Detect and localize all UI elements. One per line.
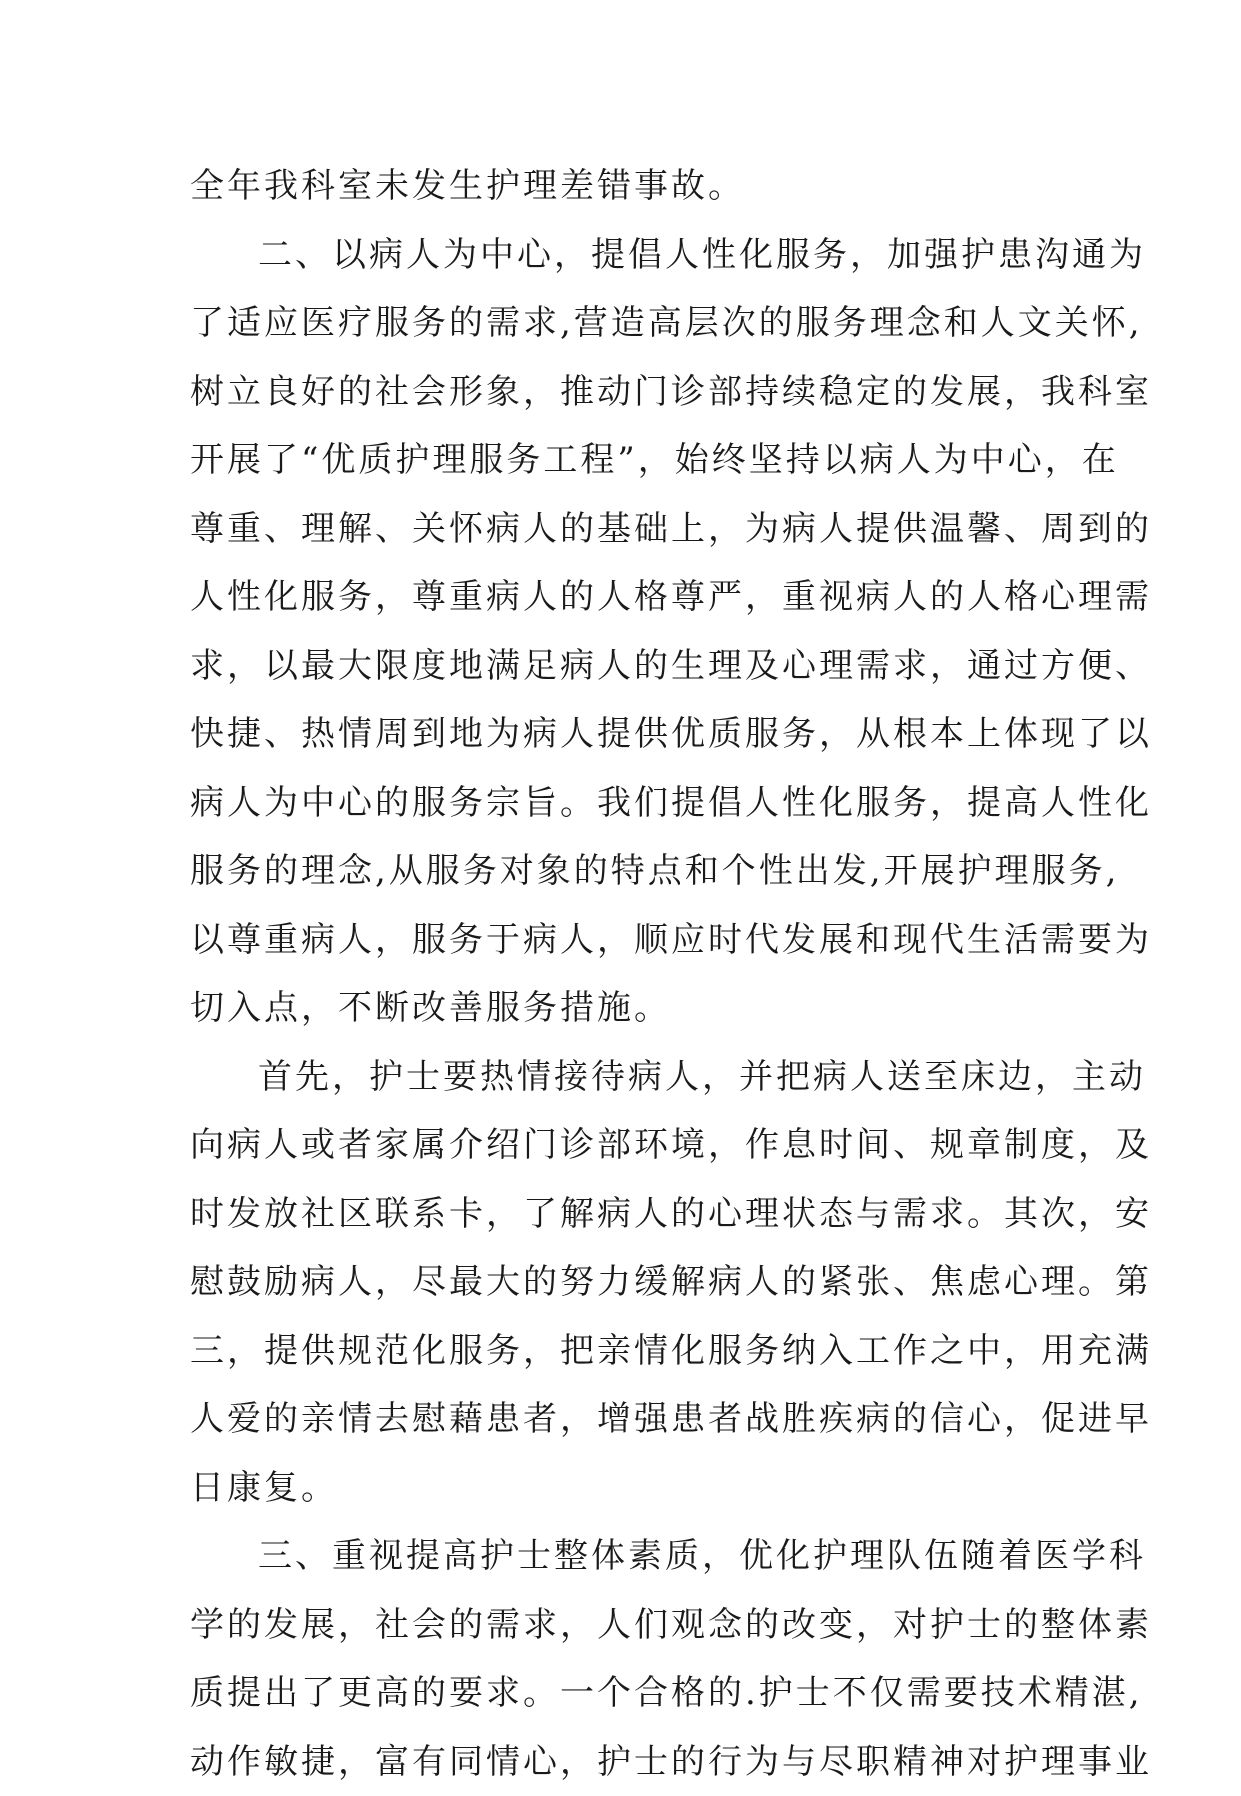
text-line: 时发放社区联系卡，了解病人的心理状态与需求。其次，安 bbox=[190, 1180, 1090, 1249]
body-text bbox=[190, 152, 1090, 1796]
text-line: 二、以病人为中心，提倡人性化服务，加强护患沟通为 bbox=[190, 221, 1090, 290]
text-line: 日康复。 bbox=[190, 1454, 1090, 1523]
text-line: 三、重视提高护士整体素质，优化护理队伍随着医学科 bbox=[190, 1522, 1090, 1591]
text-line: 服务的理念,从服务对象的特点和个性出发,开展护理服务, bbox=[190, 837, 1090, 906]
text-line: 切入点，不断改善服务措施。 bbox=[190, 974, 1090, 1043]
text-line: 树立良好的社会形象，推动门诊部持续稳定的发展，我科室 bbox=[190, 358, 1090, 427]
text-line: 求，以最大限度地满足病人的生理及心理需求，通过方便、 bbox=[190, 632, 1090, 701]
text-line: 向病人或者家属介绍门诊部环境，作息时间、规章制度，及 bbox=[190, 1111, 1090, 1180]
text-line: 以尊重病人，服务于病人，顺应时代发展和现代生活需要为 bbox=[190, 906, 1090, 975]
text-line: 学的发展，社会的需求，人们观念的改变，对护士的整体素 bbox=[190, 1591, 1090, 1660]
text-line: 开展了“优质护理服务工程”，始终坚持以病人为中心，在 bbox=[190, 426, 1090, 495]
text-line: 质提出了更高的要求。一个合格的.护士不仅需要技术精湛, bbox=[190, 1659, 1090, 1728]
text-line: 人爱的亲情去慰藉患者，增强患者战胜疾病的信心，促进早 bbox=[190, 1385, 1090, 1454]
text-line: 尊重、理解、关怀病人的基础上，为病人提供温馨、周到的 bbox=[190, 495, 1090, 564]
text-line: 病人为中心的服务宗旨。我们提倡人性化服务，提高人性化 bbox=[190, 769, 1090, 838]
text-line: 慰鼓励病人，尽最大的努力缓解病人的紧张、焦虑心理。第 bbox=[190, 1248, 1090, 1317]
text-line: 了适应医疗服务的需求,营造高层次的服务理念和人文关怀, bbox=[190, 289, 1090, 358]
text-line: 快捷、热情周到地为病人提供优质服务，从根本上体现了以 bbox=[190, 700, 1090, 769]
text-line: 三，提供规范化服务，把亲情化服务纳入工作之中，用充满 bbox=[190, 1317, 1090, 1386]
text-line: 人性化服务，尊重病人的人格尊严，重视病人的人格心理需 bbox=[190, 563, 1090, 632]
text-line: 首先，护士要热情接待病人，并把病人送至床边，主动 bbox=[190, 1043, 1090, 1112]
text-line: 动作敏捷，富有同情心，护士的行为与尽职精神对护理事业 bbox=[190, 1728, 1090, 1796]
text-line: 全年我科室未发生护理差错事故。 bbox=[190, 152, 1090, 221]
